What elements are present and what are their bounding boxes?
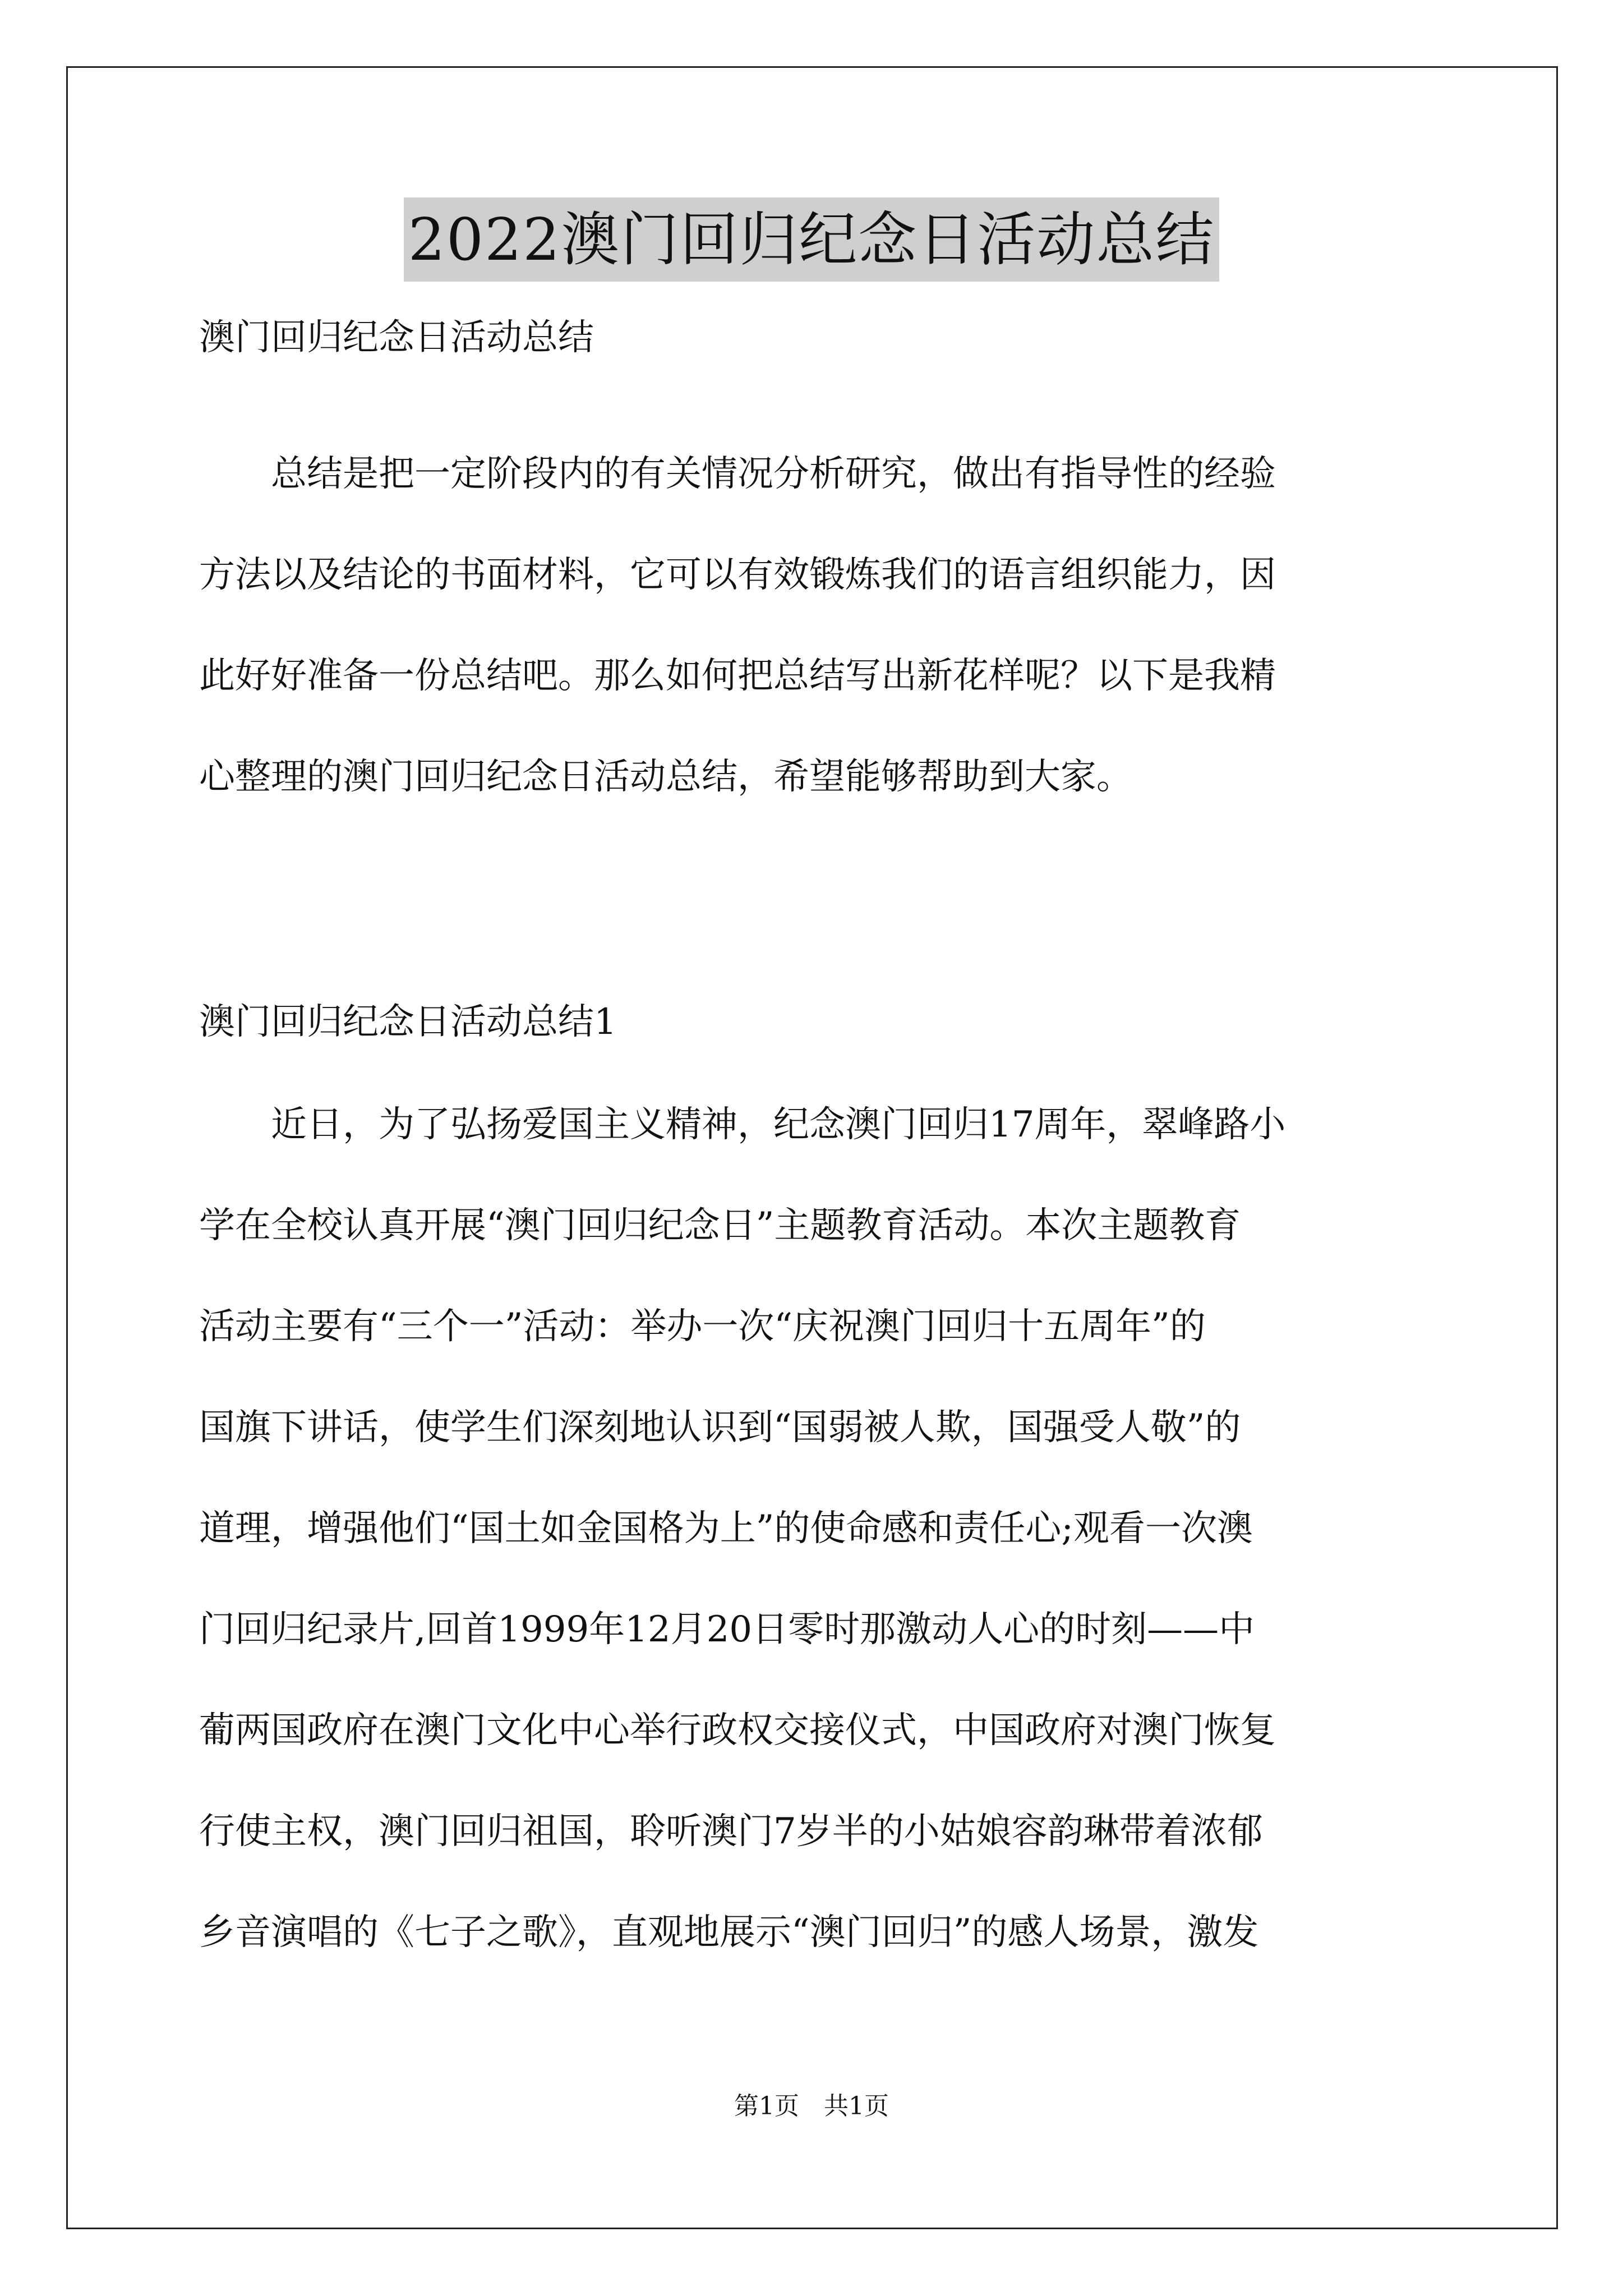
section-heading-intro[interactable]: 澳门回归纪念日活动总结 xyxy=(199,317,594,358)
paragraph-line[interactable]: 道理，增强他们“国土如金国格为上”的使命感和责任心;观看一次澳 xyxy=(199,1508,1253,1549)
document-title[interactable]: 2022澳门回归纪念日活动总结 xyxy=(404,197,1220,282)
paragraph-line[interactable]: 近日，为了弘扬爱国主义精神，纪念澳门回归17周年，翠峰路小 xyxy=(199,1104,1286,1145)
paragraph-line[interactable]: 国旗下讲话，使学生们深刻地认识到“国弱被人欺，国强受人敬”的 xyxy=(199,1407,1241,1448)
page-number-footer: 第1页 共1页 xyxy=(734,2092,889,2120)
paragraph-line[interactable]: 学在全校认真开展“澳门回归纪念日”主题教育活动。本次主题教育 xyxy=(199,1205,1241,1246)
paragraph-line[interactable]: 行使主权，澳门回归祖国，聆听澳门7岁半的小姑娘容韵琳带着浓郁 xyxy=(199,1811,1263,1852)
paragraph-line[interactable]: 门回归纪录片,回首1999年12月20日零时那激动人心的时刻——中 xyxy=(199,1609,1255,1650)
paragraph-line[interactable]: 心整理的澳门回归纪念日活动总结，希望能够帮助到大家。 xyxy=(199,756,1132,798)
paragraph-line[interactable]: 方法以及结论的书面材料，它可以有效锻炼我们的语言组织能力，因 xyxy=(199,554,1276,596)
paragraph-line[interactable]: 活动主要有“三个一”活动：举办一次“庆祝澳门回归十五周年”的 xyxy=(199,1306,1206,1347)
paragraph-line[interactable]: 此好好准备一份总结吧。那么如何把总结写出新花样呢？以下是我精 xyxy=(199,655,1276,697)
paragraph-line[interactable]: 总结是把一定阶段内的有关情况分析研究，做出有指导性的经验 xyxy=(199,453,1276,495)
title-container xyxy=(0,197,1623,282)
section-heading-1[interactable]: 澳门回归纪念日活动总结1 xyxy=(199,1001,617,1043)
paragraph-line[interactable]: 葡两国政府在澳门文化中心举行政权交接仪式，中国政府对澳门恢复 xyxy=(199,1710,1276,1751)
paragraph-line[interactable]: 乡音演唱的《七子之歌》，直观地展示“澳门回归”的感人场景，激发 xyxy=(199,1912,1259,1953)
